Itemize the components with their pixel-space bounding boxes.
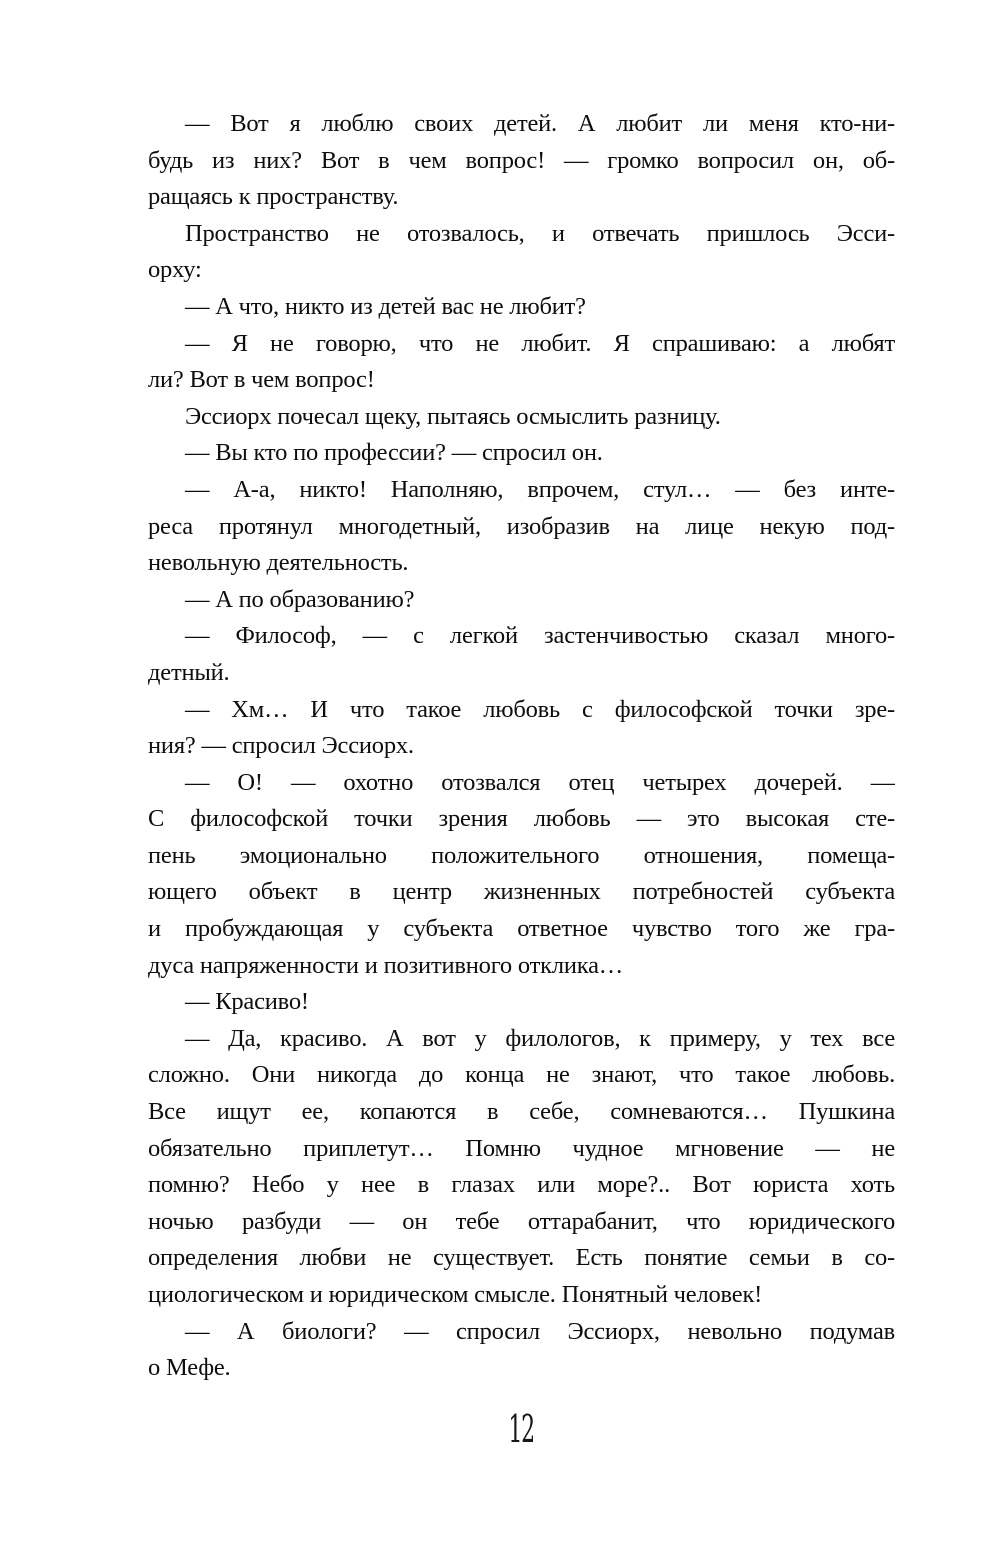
text-line: — А что, никто из детей вас не любит?: [185, 292, 586, 320]
text-line: и пробуждающая у субъекта ответное чувство того же гра-: [148, 915, 895, 943]
paragraph: [148, 326, 895, 399]
text-line: орху:: [148, 256, 202, 284]
text-line: — А по образованию?: [185, 585, 415, 613]
text-line: — А-а, никто! Наполняю, впрочем, стул… — без инте-: [185, 475, 895, 503]
text-line: — Я не говорю, что не любит. Я спрашиваю: а любят: [185, 329, 895, 357]
text-line: ночью разбуди — он тебе оттарабанит, что юридического: [148, 1207, 895, 1235]
paragraph: [148, 216, 895, 289]
paragraph: [148, 435, 895, 472]
text-line: — Вот я люблю своих детей. А любит ли меня кто-ни-: [185, 110, 895, 137]
text-line: ющего объект в центр жизненных потребностей субъекта: [148, 878, 895, 906]
text-line: — О! — охотно отозвался отец четырех дочерей. —: [185, 768, 895, 796]
text-line: сложно. Они никогда до конца не знают, что такое любовь.: [148, 1061, 895, 1089]
paragraph: [148, 984, 895, 1021]
text-line: невольную деятельность.: [148, 549, 409, 577]
text-line: — Философ, — с легкой застенчивостью сказал много-: [185, 622, 895, 650]
text-line: Все ищут ее, копаются в себе, сомневаются… Пушкина: [148, 1098, 895, 1126]
paragraph: [148, 765, 895, 985]
paragraph: [148, 692, 895, 765]
paragraph: [148, 472, 895, 582]
text-line: ли? Вот в чем вопрос!: [148, 366, 375, 394]
paragraph: [148, 1021, 895, 1314]
text-line: помню? Небо у нее в глазах или море?.. Вот юриста хоть: [148, 1171, 895, 1199]
text-line: — Хм… И что такое любовь с философской точки зре-: [185, 695, 895, 723]
paragraph: [148, 582, 895, 619]
text-line: будь из них? Вот в чем вопрос! — громко вопросил он, об-: [148, 146, 895, 174]
page-number-value: 12: [508, 1406, 535, 1451]
text-line: о Мефе.: [148, 1354, 231, 1382]
text-line: С философской точки зрения любовь — это высокая сте-: [148, 805, 895, 833]
text-line: дуса напряженности и позитивного отклика…: [148, 951, 624, 979]
text-line: ния? — спросил Эссиорх.: [148, 732, 414, 760]
text-line: — Красиво!: [185, 988, 309, 1016]
text-line: циологическом и юридическом смысле. Понятный человек!: [148, 1281, 763, 1308]
text-line: пень эмоционально положительного отношения, помеща-: [148, 841, 895, 869]
text-line: детный.: [148, 658, 230, 686]
text-line: Пространство не отозвалось, и отвечать пришлось Эсси-: [185, 219, 895, 247]
paragraph: [148, 618, 895, 691]
page-text: [148, 106, 895, 1387]
text-line: — А биологи? — спросил Эссиорх, невольно подумав: [185, 1317, 895, 1345]
paragraph: [148, 399, 895, 436]
page-number: [148, 1406, 895, 1451]
text-line: реса протянул многодетный, изобразив на лице некую под-: [148, 512, 895, 540]
text-line: — Да, красиво. А вот у филологов, к примеру, у тех все: [185, 1024, 895, 1052]
paragraph: [148, 289, 895, 326]
paragraph: [148, 1314, 895, 1387]
paragraph: [148, 106, 895, 216]
text-line: обязательно приплетут… Помню чудное мгновение — не: [148, 1134, 895, 1162]
text-line: Эссиорх почесал щеку, пытаясь осмыслить разницу.: [185, 402, 721, 430]
text-line: определения любви не существует. Есть понятие семьи в со-: [148, 1244, 895, 1272]
text-line: — Вы кто по профессии? — спросил он.: [185, 439, 603, 467]
text-line: ращаясь к пространству.: [148, 183, 399, 211]
